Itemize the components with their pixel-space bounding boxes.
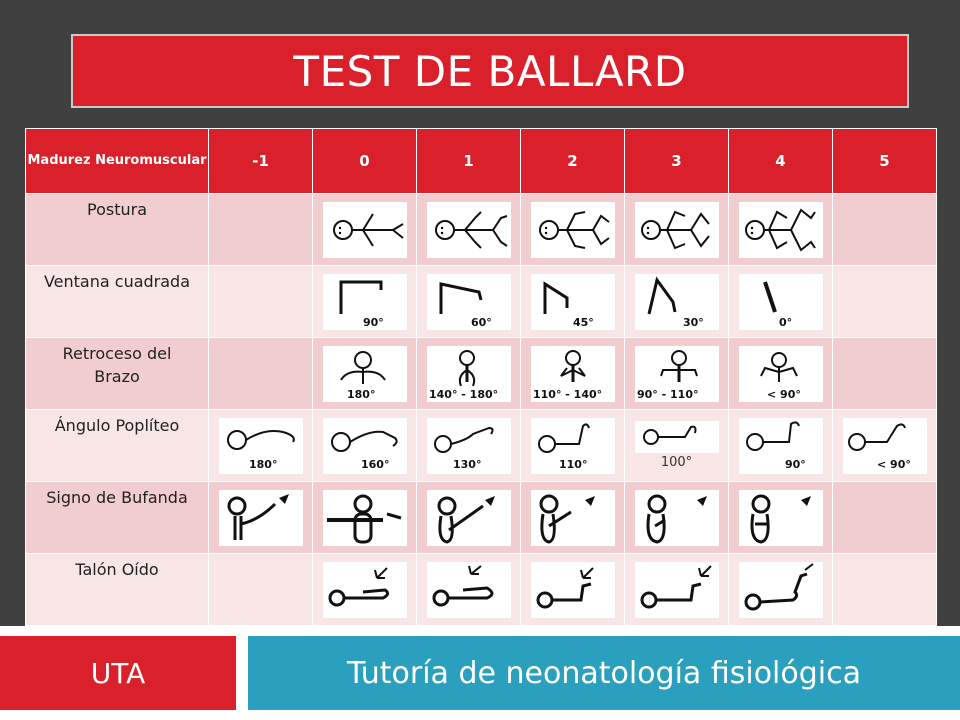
posture-2-figure: [531, 202, 615, 258]
popliteal-angle-figure: [843, 418, 927, 474]
table-cell: [521, 266, 625, 338]
square-window-figure: [635, 274, 719, 330]
table-cell: [521, 410, 625, 482]
table-cell: [209, 338, 313, 410]
row-label: Postura: [26, 194, 209, 266]
header-cell: -1: [209, 129, 313, 194]
table-row: [26, 482, 937, 554]
table-cell: [417, 194, 521, 266]
header-cell: 1: [417, 129, 521, 194]
table-cell: [833, 266, 937, 338]
svg-text:110°: 110°: [558, 457, 587, 471]
popliteal-angle-figure: [323, 418, 407, 474]
square-window-figure: [739, 274, 823, 330]
table-cell: [209, 410, 313, 482]
svg-text:130°: 130°: [452, 457, 481, 471]
scarf-sign-figure: [427, 490, 511, 546]
posture-0-figure: [323, 202, 407, 258]
svg-text:90° - 110°: 90° - 110°: [636, 387, 698, 401]
table-cell: [625, 338, 729, 410]
table-cell: [209, 482, 313, 554]
table-cell: [313, 194, 417, 266]
table-cell: [729, 266, 833, 338]
table-row: [26, 554, 937, 626]
svg-text:60°: 60°: [470, 315, 492, 329]
title-banner: [71, 34, 909, 108]
row-label: Signo de Bufanda: [26, 482, 209, 554]
popliteal-angle-figure: [219, 418, 303, 474]
table-cell: [209, 266, 313, 338]
table-cell: [729, 410, 833, 482]
table-cell: [521, 338, 625, 410]
heel-to-ear-figure: [323, 562, 407, 618]
table-cell: [625, 554, 729, 626]
table-row: [26, 410, 937, 482]
svg-text:110° - 140°: 110° - 140°: [532, 387, 602, 401]
svg-text:45°: 45°: [572, 315, 594, 329]
table-cell: [521, 194, 625, 266]
table-cell: [729, 338, 833, 410]
row-label: Ventana cuadrada: [26, 266, 209, 338]
popliteal-angle-figure: [531, 418, 615, 474]
square-window-figure: [531, 274, 615, 330]
heel-to-ear-figure: [739, 562, 823, 618]
svg-text:30°: 30°: [682, 315, 704, 329]
table-cell: [625, 410, 729, 482]
header-cell: 4: [729, 129, 833, 194]
footer-subtitle: [248, 636, 960, 710]
table-cell: [209, 194, 313, 266]
table-cell: [833, 482, 937, 554]
svg-text:< 90°: < 90°: [766, 387, 801, 401]
table-cell: [625, 266, 729, 338]
header-cell: 5: [833, 129, 937, 194]
posture-3-figure: [635, 202, 719, 258]
table-cell: [521, 554, 625, 626]
table-cell: [417, 482, 521, 554]
arm-recoil-figure: [427, 346, 511, 402]
svg-text:0°: 0°: [778, 315, 792, 329]
scarf-sign-figure: [531, 490, 615, 546]
svg-text:140° - 180°: 140° - 180°: [428, 387, 498, 401]
table-cell: [417, 266, 521, 338]
heel-to-ear-figure: [531, 562, 615, 618]
arm-recoil-figure: [739, 346, 823, 402]
scarf-sign-figure: [323, 490, 407, 546]
table-cell: [625, 482, 729, 554]
popliteal-angle-figure: [427, 418, 511, 474]
popliteal-angle-label: 100°: [660, 455, 693, 470]
table-cell: [313, 554, 417, 626]
table-row: [26, 194, 937, 266]
scarf-sign-figure: [219, 490, 303, 546]
row-label: Retroceso del Brazo: [26, 338, 209, 410]
row-label: Ángulo Poplíteo: [26, 410, 209, 482]
table-cell: [833, 410, 937, 482]
table-cell: [729, 194, 833, 266]
institution-label: UTA: [90, 656, 146, 690]
table-cell: [417, 410, 521, 482]
svg-text:160°: 160°: [360, 457, 389, 471]
table-cell: [521, 482, 625, 554]
svg-text:180°: 180°: [346, 387, 375, 401]
table-cell: [417, 338, 521, 410]
svg-text:90°: 90°: [362, 315, 384, 329]
arm-recoil-figure: [531, 346, 615, 402]
table-cell: [625, 194, 729, 266]
table-cell: [313, 410, 417, 482]
scarf-sign-figure: [739, 490, 823, 546]
ballard-table: [25, 128, 937, 626]
table-cell: [209, 554, 313, 626]
scarf-sign-figure: [635, 490, 719, 546]
popliteal-angle-figure: [635, 421, 719, 453]
table-cell: [833, 194, 937, 266]
posture-1-figure: [427, 202, 511, 258]
header-cell: 2: [521, 129, 625, 194]
arm-recoil-figure: [323, 346, 407, 402]
table-cell: [313, 338, 417, 410]
table-cell: [729, 482, 833, 554]
heel-to-ear-figure: [427, 562, 511, 618]
posture-4-figure: [739, 202, 823, 258]
heel-to-ear-figure: [635, 562, 719, 618]
row-label: Talón Oído: [26, 554, 209, 626]
table-cell: [729, 554, 833, 626]
table-cell: [833, 338, 937, 410]
svg-text:180°: 180°: [248, 457, 277, 471]
page-title: TEST DE BALLARD: [293, 46, 687, 96]
table-row: [26, 338, 937, 410]
footer-institution: [0, 636, 236, 710]
header-cell: Madurez Neuromuscular: [26, 129, 209, 194]
table-cell: [313, 482, 417, 554]
header-cell: 3: [625, 129, 729, 194]
table-cell: [417, 554, 521, 626]
table-cell: [833, 554, 937, 626]
svg-text:< 90°: < 90°: [876, 457, 911, 471]
square-window-figure: [323, 274, 407, 330]
table-cell: [313, 266, 417, 338]
square-window-figure: [427, 274, 511, 330]
popliteal-angle-figure: [739, 418, 823, 474]
table-row: [26, 266, 937, 338]
svg-text:90°: 90°: [784, 457, 806, 471]
arm-recoil-figure: [635, 346, 719, 402]
header-row: [26, 129, 937, 194]
header-cell: 0: [313, 129, 417, 194]
course-label: Tutoría de neonatología fisiológica: [346, 655, 861, 691]
